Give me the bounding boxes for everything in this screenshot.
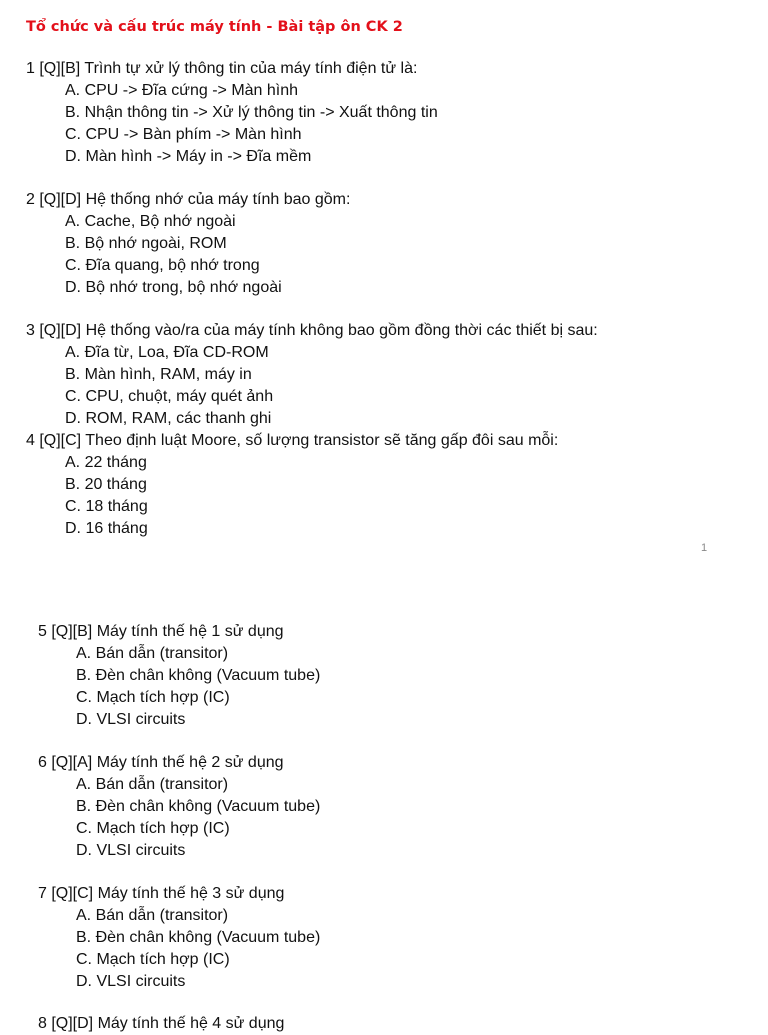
question-6 [38, 752, 320, 862]
question-stem: 2 [Q][D] Hệ thống nhớ của máy tính bao gồm: [26, 191, 351, 208]
answer-option-d: D. VLSI circuits [76, 842, 186, 859]
answer-option-d: D. Bộ nhớ trong, bộ nhớ ngoài [65, 279, 282, 296]
answer-option-b: B. Màn hình, RAM, máy in [65, 366, 252, 383]
answer-option-a: A. Bán dẫn (transitor) [76, 907, 229, 924]
question-1 [26, 58, 438, 168]
answer-option-b: B. Đèn chân không (Vacuum tube) [76, 667, 321, 684]
question-5 [38, 621, 320, 731]
question-7 [38, 883, 320, 993]
answer-option-c: C. Mạch tích hợp (IC) [76, 820, 230, 837]
question-stem: 5 [Q][B] Máy tính thế hệ 1 sử dụng [38, 623, 284, 640]
answer-option-c: C. Đĩa quang, bộ nhớ trong [65, 257, 260, 274]
answer-option-a: A. Cache, Bộ nhớ ngoài [65, 213, 236, 230]
answer-option-b: B. Đèn chân không (Vacuum tube) [76, 929, 321, 946]
answer-option-c: C. CPU -> Bàn phím -> Màn hình [65, 126, 302, 143]
question-4 [26, 430, 558, 540]
document-title: Tổ chức và cấu trúc máy tính - Bài tập ôn CK 2 [26, 19, 403, 35]
question-stem: 3 [Q][D] Hệ thống vào/ra của máy tính không bao gồm đồng thời các thiết bị sau: [26, 322, 598, 339]
answer-option-d: D. 16 tháng [65, 520, 148, 537]
question-2 [26, 189, 350, 299]
question-stem: 7 [Q][C] Máy tính thế hệ 3 sử dụng [38, 885, 285, 902]
answer-option-a: A. Đĩa từ, Loa, Đĩa CD-ROM [65, 344, 269, 361]
answer-option-d: D. VLSI circuits [76, 711, 186, 728]
answer-option-c: C. Mạch tích hợp (IC) [76, 689, 230, 706]
answer-option-d: D. Màn hình -> Máy in -> Đĩa mềm [65, 148, 312, 165]
question-3 [26, 320, 598, 430]
page-number: 1 [701, 542, 708, 554]
question-stem: 6 [Q][A] Máy tính thế hệ 2 sử dụng [38, 754, 284, 771]
answer-option-a: A. CPU -> Đĩa cứng -> Màn hình [65, 82, 299, 99]
answer-option-b: B. 20 tháng [65, 476, 147, 493]
answer-option-c: C. 18 tháng [65, 498, 148, 515]
answer-option-b: B. Bộ nhớ ngoài, ROM [65, 235, 227, 252]
answer-option-a: A. Bán dẫn (transitor) [76, 645, 229, 662]
answer-option-a: A. 22 tháng [65, 454, 147, 471]
question-stem: 4 [Q][C] Theo định luật Moore, số lượng transistor sẽ tăng gấp đôi sau mỗi: [26, 432, 559, 449]
question-stem: 1 [Q][B] Trình tự xử lý thông tin của máy tính điện tử là: [26, 60, 418, 77]
answer-option-a: A. Bán dẫn (transitor) [76, 776, 229, 793]
answer-option-c: C. CPU, chuột, máy quét ảnh [65, 388, 274, 405]
answer-option-d: D. VLSI circuits [76, 973, 186, 990]
answer-option-c: C. Mạch tích hợp (IC) [76, 951, 230, 968]
answer-option-d: D. ROM, RAM, các thanh ghi [65, 410, 272, 427]
question-8-partial: 8 [Q][D] Máy tính thế hệ 4 sử dụng [38, 1015, 285, 1032]
answer-option-b: B. Đèn chân không (Vacuum tube) [76, 798, 321, 815]
answer-option-b: B. Nhận thông tin -> Xử lý thông tin -> Xuất thông tin [65, 104, 438, 121]
